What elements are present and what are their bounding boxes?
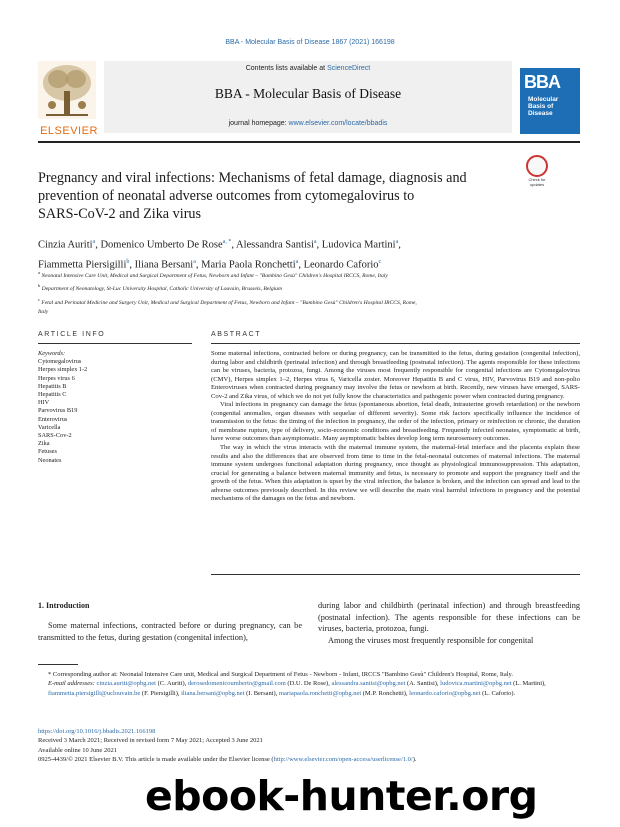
journal-title: BBA - Molecular Basis of Disease (214, 86, 402, 101)
homepage-line: journal homepage: www.elsevier.com/locate/bbadis (228, 120, 388, 127)
header-rule (38, 141, 580, 143)
footnotes (38, 670, 580, 698)
email-link[interactable]: iliana.bersani@opbg.net (181, 689, 245, 697)
body-paragraph: Among the viruses most frequently responsible for congenital (328, 635, 534, 645)
doi-link[interactable]: https://doi.org/10.1016/j.bbadis.2021.166198 (38, 728, 156, 735)
keyword-item: Enterovirus (38, 415, 68, 423)
affiliation-c: $^c$ Fetal and Perinatal Medicine and Surgery Unit, Medical and Surgical Department of Fetus, Newborn and Infant – "Bambino Gesù" Children's Hospital IRCCS, Rome, (38, 296, 417, 306)
email-link[interactable]: leonardo.caforio@opbg.net (409, 689, 481, 697)
email-owner: (I. Bersani), (246, 689, 278, 697)
keywords-panel (38, 350, 192, 465)
email-link[interactable]: derosedomenicoumberto@gmail.com (187, 680, 286, 688)
affiliation-a: $^a$ Neonatal Intensive Care Unit, Medical and Surgical Department of Fetus, Newborn and Infant – "Bambino Gesù" Children's Hospital IRCCS, Rome, Italy (38, 270, 388, 279)
available-online: Available online 10 June 2021 (38, 746, 117, 754)
keyword-item: Herpes simplex 1-2 (38, 366, 88, 374)
journal-header (104, 61, 512, 133)
email-owner: (M.P. Ronchetti), (362, 689, 408, 697)
cover-title: BBA (524, 72, 560, 92)
keyword-item: Cytomegalovirus (38, 358, 82, 366)
body-paragraph: during labor and childbirth (perinatal infection) and through breastfeeding (postnatal infection). The agents responsible for these infections can be viruses, bacteria, protozoa, fungi. (318, 601, 580, 634)
author-line-1: Cinzia Auriti$^a$, Domenico Umberto De Rose$^{a, *}$, Alessandra Santisi$^a$, Ludovica Martini$^a$, (38, 239, 401, 251)
email-link[interactable]: cinzia.auriti@opbg.net (96, 680, 156, 688)
contents-line: Contents lists available at ScienceDirect (245, 65, 371, 72)
author-line-2: Fiammetta Piersigilli$^b$, Iliana Bersani$^a$, Maria Paola Ronchetti$^a$, Leonardo Caforio$^c$ (38, 258, 382, 270)
body-left-column (38, 620, 302, 643)
abstract-rule (211, 343, 580, 344)
email-link[interactable]: fiammetta.piersigilli@uclouvain.be (48, 689, 141, 697)
email-link[interactable]: mariapaola.ronchetti@opbg.net (278, 689, 362, 697)
corresponding-author-note: * Corresponding author at: Neonatal Intensive Care unit, Medical and Surgical Department of Fetus - Newborn - Infant, IRCCS "Bambino Gesù" Children's Hospital, Rome, Italy. (48, 671, 513, 678)
keyword-item: Parvovirus B19 (38, 407, 78, 415)
publication-info (38, 727, 580, 764)
publisher-name: ELSEVIER (40, 125, 98, 137)
license-link[interactable]: http://www.elsevier.com/open-access/userlicense/1.0/ (273, 755, 413, 763)
cover-subtitle: Molecular Basis of Disease (528, 96, 559, 117)
abstract-paragraph: Some maternal infections, contracted before or during pregnancy, can be transmitted to the fetus, during gestation (congenital infection), during labor and childbirth (perinatal infection) and through breastfeeding (postnatal infection). The agents responsible for these infections can be viruses, bacteria, protozoa, fungi. Among the viruses most frequently responsible for congenital infections are Cytomegalovirus (CMV), Herpes simplex 1–2, Herpes virus 6, Varicella zoster. Moreover Hepatitis B and C virus, HIV, Parvovirus B19 and non-polio Enteroviruses when contracted during pregnancy may involve the fetus or newborn at birth. Recently, new viruses have emerged, SARS-Cov-2 and Zika virus, of which we do not yet fully know the characteristics and pathogenic power when contracted during pregnancy. (211, 350, 580, 400)
email-link[interactable]: alessandra.santisi@opbg.net (331, 680, 406, 688)
check-updates-icon (526, 155, 548, 177)
watermark-text: ebook-hunter.org (145, 772, 538, 820)
affiliations (38, 268, 578, 318)
article-info-rule (38, 343, 192, 344)
article-title: Pregnancy and viral infections: Mechanisms of fetal damage, diagnosis and prevention of neonatal adverse outcomes from cytomegalovirus to SARS-CoV-2 and Zika virus (38, 170, 467, 222)
abstract-heading: ABSTRACT (211, 331, 262, 338)
keyword-item: SARS-Cov-2 (38, 432, 72, 440)
article-info-heading: ARTICLE INFO (38, 331, 106, 338)
abstract-paragraph: Viral infections in pregnancy can damage the fetus (spontaneous abortion, fetal death, intrauterine growth retardation) or the newborn (congenital anomalies, organ diseases with sequelae of different severity). Some risk factors specifically influence the incidence of transmission to the fetus: the timing of the infection in pregnancy, the order of the infection, primary or reinfection or chronic, the duration of membrane rupture, type of delivery, socio-economic conditions and breastfeeding. Frequently infected neonates, symptomatic at birth, have worse outcomes than asymptomatic. Many asymptomatic babies develop long term neurosensory outcomes. (211, 401, 580, 443)
email-owner: (F. Piersigilli), (141, 689, 180, 697)
elsevier-logo (38, 61, 100, 137)
email-addresses: E-mail addresses: cinzia.auriti@opbg.net (C. Auriti), derosedomenicoumberto@gmail.com (D.U. De Rose), alessandra.santisi@opbg.net (A. Santisi), ludovica.martini@opbg.net (L. Martini), fiammetta.piersigilli@uclouvain.be (F. Piersigilli), iliana.bersani@opbg.net (I. Bersani), mariapaola.ronchetti@opbg.net (M.P. Ronchetti), leonardo.caforio@opbg.net (L. Caforio). (48, 680, 546, 697)
license-line: 0925-4439/© 2021 Elsevier B.V. This article is made available under the Elsevier license (http://www.elsevier.com/open-access/userlicense/1.0/). (38, 755, 417, 763)
section-heading-introduction: 1. Introduction (38, 601, 90, 610)
affiliation-b: $^b$ Department of Neonatology, St-Luc University Hospital, Catholic University of Louvain, Brussels, Belgium (38, 283, 283, 293)
body-paragraph: Some maternal infections, contracted before or during pregnancy, can be transmitted to the fetus, during gestation (congenital infection), (38, 621, 302, 642)
body-right-column (318, 600, 580, 646)
keyword-item: Hepatitis B (38, 382, 67, 390)
homepage-link[interactable]: www.elsevier.com/locate/bbadis (288, 120, 388, 127)
email-owner: (L. Martini), (513, 680, 546, 688)
journal-cover (520, 68, 580, 134)
email-owner: (C. Auriti), (157, 680, 187, 688)
email-owner: (A. Santisi), (406, 680, 439, 688)
check-for-updates-button[interactable]: Check for updates (522, 155, 552, 189)
keyword-item: Neonates (38, 456, 62, 464)
keyword-item: Varicella (38, 423, 61, 431)
journal-reference[interactable]: BBA - Molecular Basis of Disease 1867 (2021) 166198 (225, 39, 395, 46)
keywords-label: Keywords: (38, 350, 66, 357)
keyword-item: Fetuses (38, 448, 57, 456)
abstract-body (211, 350, 580, 504)
keyword-item: Herpes virus 6 (38, 374, 75, 382)
keyword-item: HIV (38, 399, 50, 407)
received-dates: Received 3 March 2021; Received in revised form 7 May 2021; Accepted 3 June 2021 (38, 737, 263, 745)
keywords-list (38, 358, 192, 465)
email-owner: (D.U. De Rose), (287, 680, 330, 688)
abstract-paragraph: The way in which the virus interacts with the maternal immune system, the maternal-fetal interface and the placenta explain these results and also the differences that are observed from time to time in the fetal-neonatal outcomes of maternal infections. The maternal immune system undergoes functional adaptation during pregnancy, once thought as physiological immunosuppression. This adaptation, crucial for generating a balance between maternal immunity and fetus, is necessary to promote and support the pregnancy itself and the growth of the fetus. When this adaptation is upset by the viral infection, the balance is broken, and the infection can spread and lead to the adverse outcomes previously described. In this review we will describe the main viral harmful infections in pregnancy and the potential mechanisms of the damages on the fetus and newborn. (211, 444, 580, 503)
keyword-item: Zika (38, 440, 50, 448)
footnote-rule (38, 664, 78, 665)
abstract-end-rule (211, 574, 580, 575)
keyword-item: Hepatitis C (38, 391, 67, 399)
elsevier-tree-icon (38, 61, 96, 119)
affiliation-c-cont: Italy (38, 309, 49, 316)
email-link[interactable]: ludovica.martini@opbg.net (440, 680, 512, 688)
sciencedirect-link[interactable]: ScienceDirect (327, 65, 371, 72)
email-owner: (L. Caforio). (482, 689, 516, 697)
